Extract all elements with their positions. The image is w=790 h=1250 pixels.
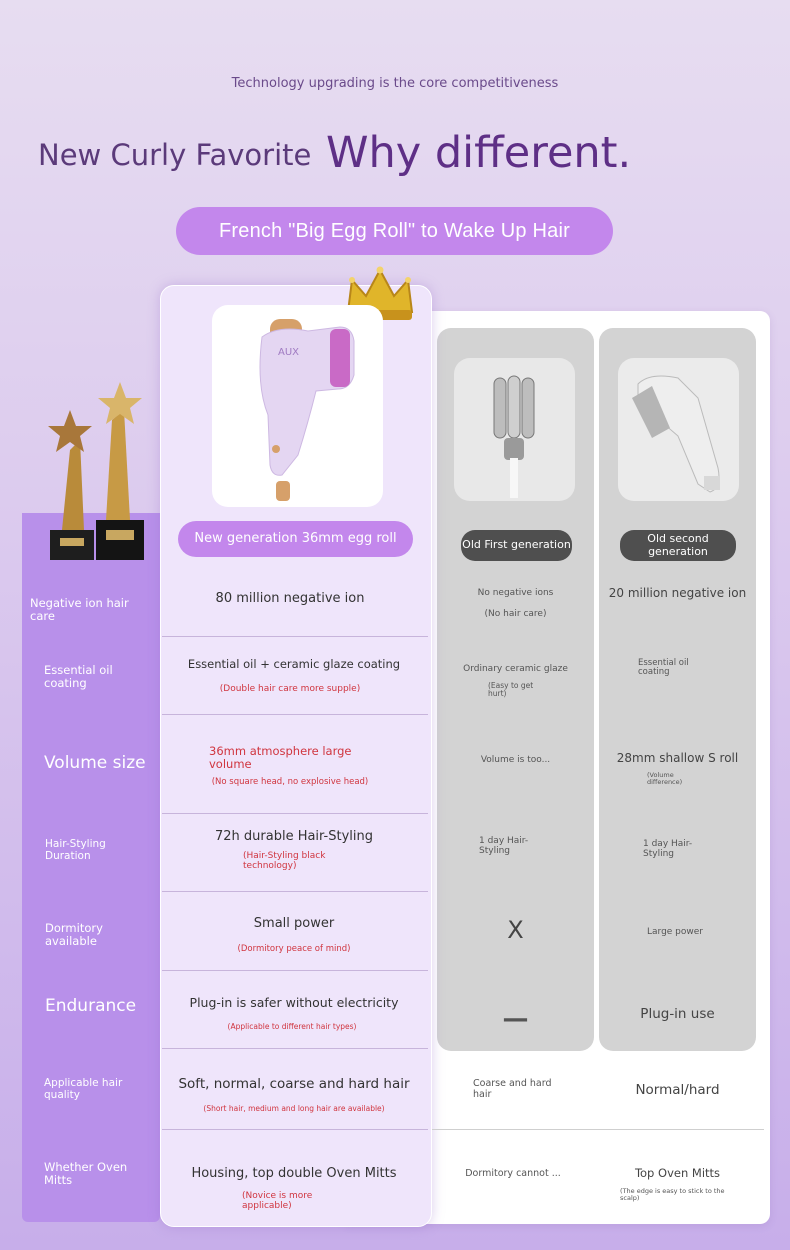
old-second-cell: Essential oil coating [638,658,689,678]
row-label-hair-quality: Applicable hair quality [44,1077,123,1102]
featured-product-label: New generation 36mm egg roll [178,521,413,557]
old-first-dash: — [502,1004,529,1034]
row-label-dormitory: Dormitory available [45,921,103,949]
row-divider [162,891,428,892]
old-first-cell: Ordinary ceramic glaze [463,664,568,674]
old-second-cell: Normal/hard [635,1082,720,1098]
old-first-cell: No negative ions [477,588,554,598]
old-first-note: (Easy to get hurt) [488,681,534,699]
featured-cell: 72h durable Hair-Styling [214,829,374,844]
row-divider [162,1129,428,1130]
featured-note: (Dormitory peace of mind) [237,944,351,954]
featured-note: (Double hair care more supple) [219,684,361,694]
old-first-cross: X [507,916,524,944]
row-divider [162,636,428,637]
tagline: Technology upgrading is the core competitiveness [231,76,559,91]
featured-note: (Novice is more applicable) [242,1191,313,1211]
headline-right: Why different. [326,128,632,178]
old-second-product-image [618,358,739,501]
old-first-cell: 1 day Hair-Styling [479,836,529,856]
row-label-essential-oil: Essential oil coating [44,663,113,691]
row-divider [162,714,428,715]
featured-note: (Hair-Styling black technology) [243,851,326,871]
featured-cell: Plug-in is safer without electricity [189,995,399,1010]
old-first-note: (No hair care) [484,609,547,619]
row-divider [162,813,428,814]
banner-pill: French "Big Egg Roll" to Wake Up Hair [176,207,613,255]
old-first-product-image [454,358,575,501]
old-second-cell: Large power [647,927,703,937]
old-second-label: Old second generation [620,530,736,561]
svg-text:AUX: AUX [278,347,300,358]
row-label-oven-mitts: Whether Oven Mitts [44,1160,128,1188]
featured-cell: Small power [253,916,335,931]
row-label-endurance: Endurance [45,996,137,1016]
old-second-cell: 20 million negative ion [608,586,747,600]
old-second-cell: 1 day Hair-Styling [643,839,693,859]
featured-product-image [212,305,383,507]
row-label-styling-duration: Hair-Styling Duration [45,838,106,863]
featured-cell: Essential oil + ceramic glaze coating [187,657,401,671]
old-second-cell: Top Oven Mitts [634,1166,721,1180]
old-second-cell: Plug-in use [640,1006,715,1022]
old-first-cell: Dormitory cannot ... [465,1168,561,1179]
featured-note: (No square head, no explosive head) [211,777,369,787]
row-divider [432,1129,764,1130]
old-first-cell: Coarse and hard hair [473,1078,552,1101]
row-label-volume-size: Volume size [44,753,146,773]
old-second-note: (Volume difference) [647,771,683,787]
featured-note: (Applicable to different hair types) [227,1022,357,1031]
old-first-cell: Volume is too... [480,755,551,765]
trophy-icon [40,380,150,570]
featured-note: (Short hair, medium and long hair are available) [203,1104,385,1113]
old-second-note: (The edge is easy to stick to the scalp) [620,1187,725,1203]
featured-cell: Housing, top double Oven Mitts [191,1166,397,1181]
old-first-label: Old First generation [461,530,572,561]
featured-highlight: 36mm atmosphere large volume [209,744,352,771]
featured-cell: Soft, normal, coarse and hard hair [178,1076,410,1092]
headline-left: New Curly Favorite [38,138,312,172]
row-label-negative-ion: Negative ion hair care [30,596,129,624]
old-second-cell: 28mm shallow S roll [616,751,739,765]
row-divider [162,970,428,971]
row-divider [162,1048,428,1049]
featured-cell: 80 million negative ion [215,591,365,606]
